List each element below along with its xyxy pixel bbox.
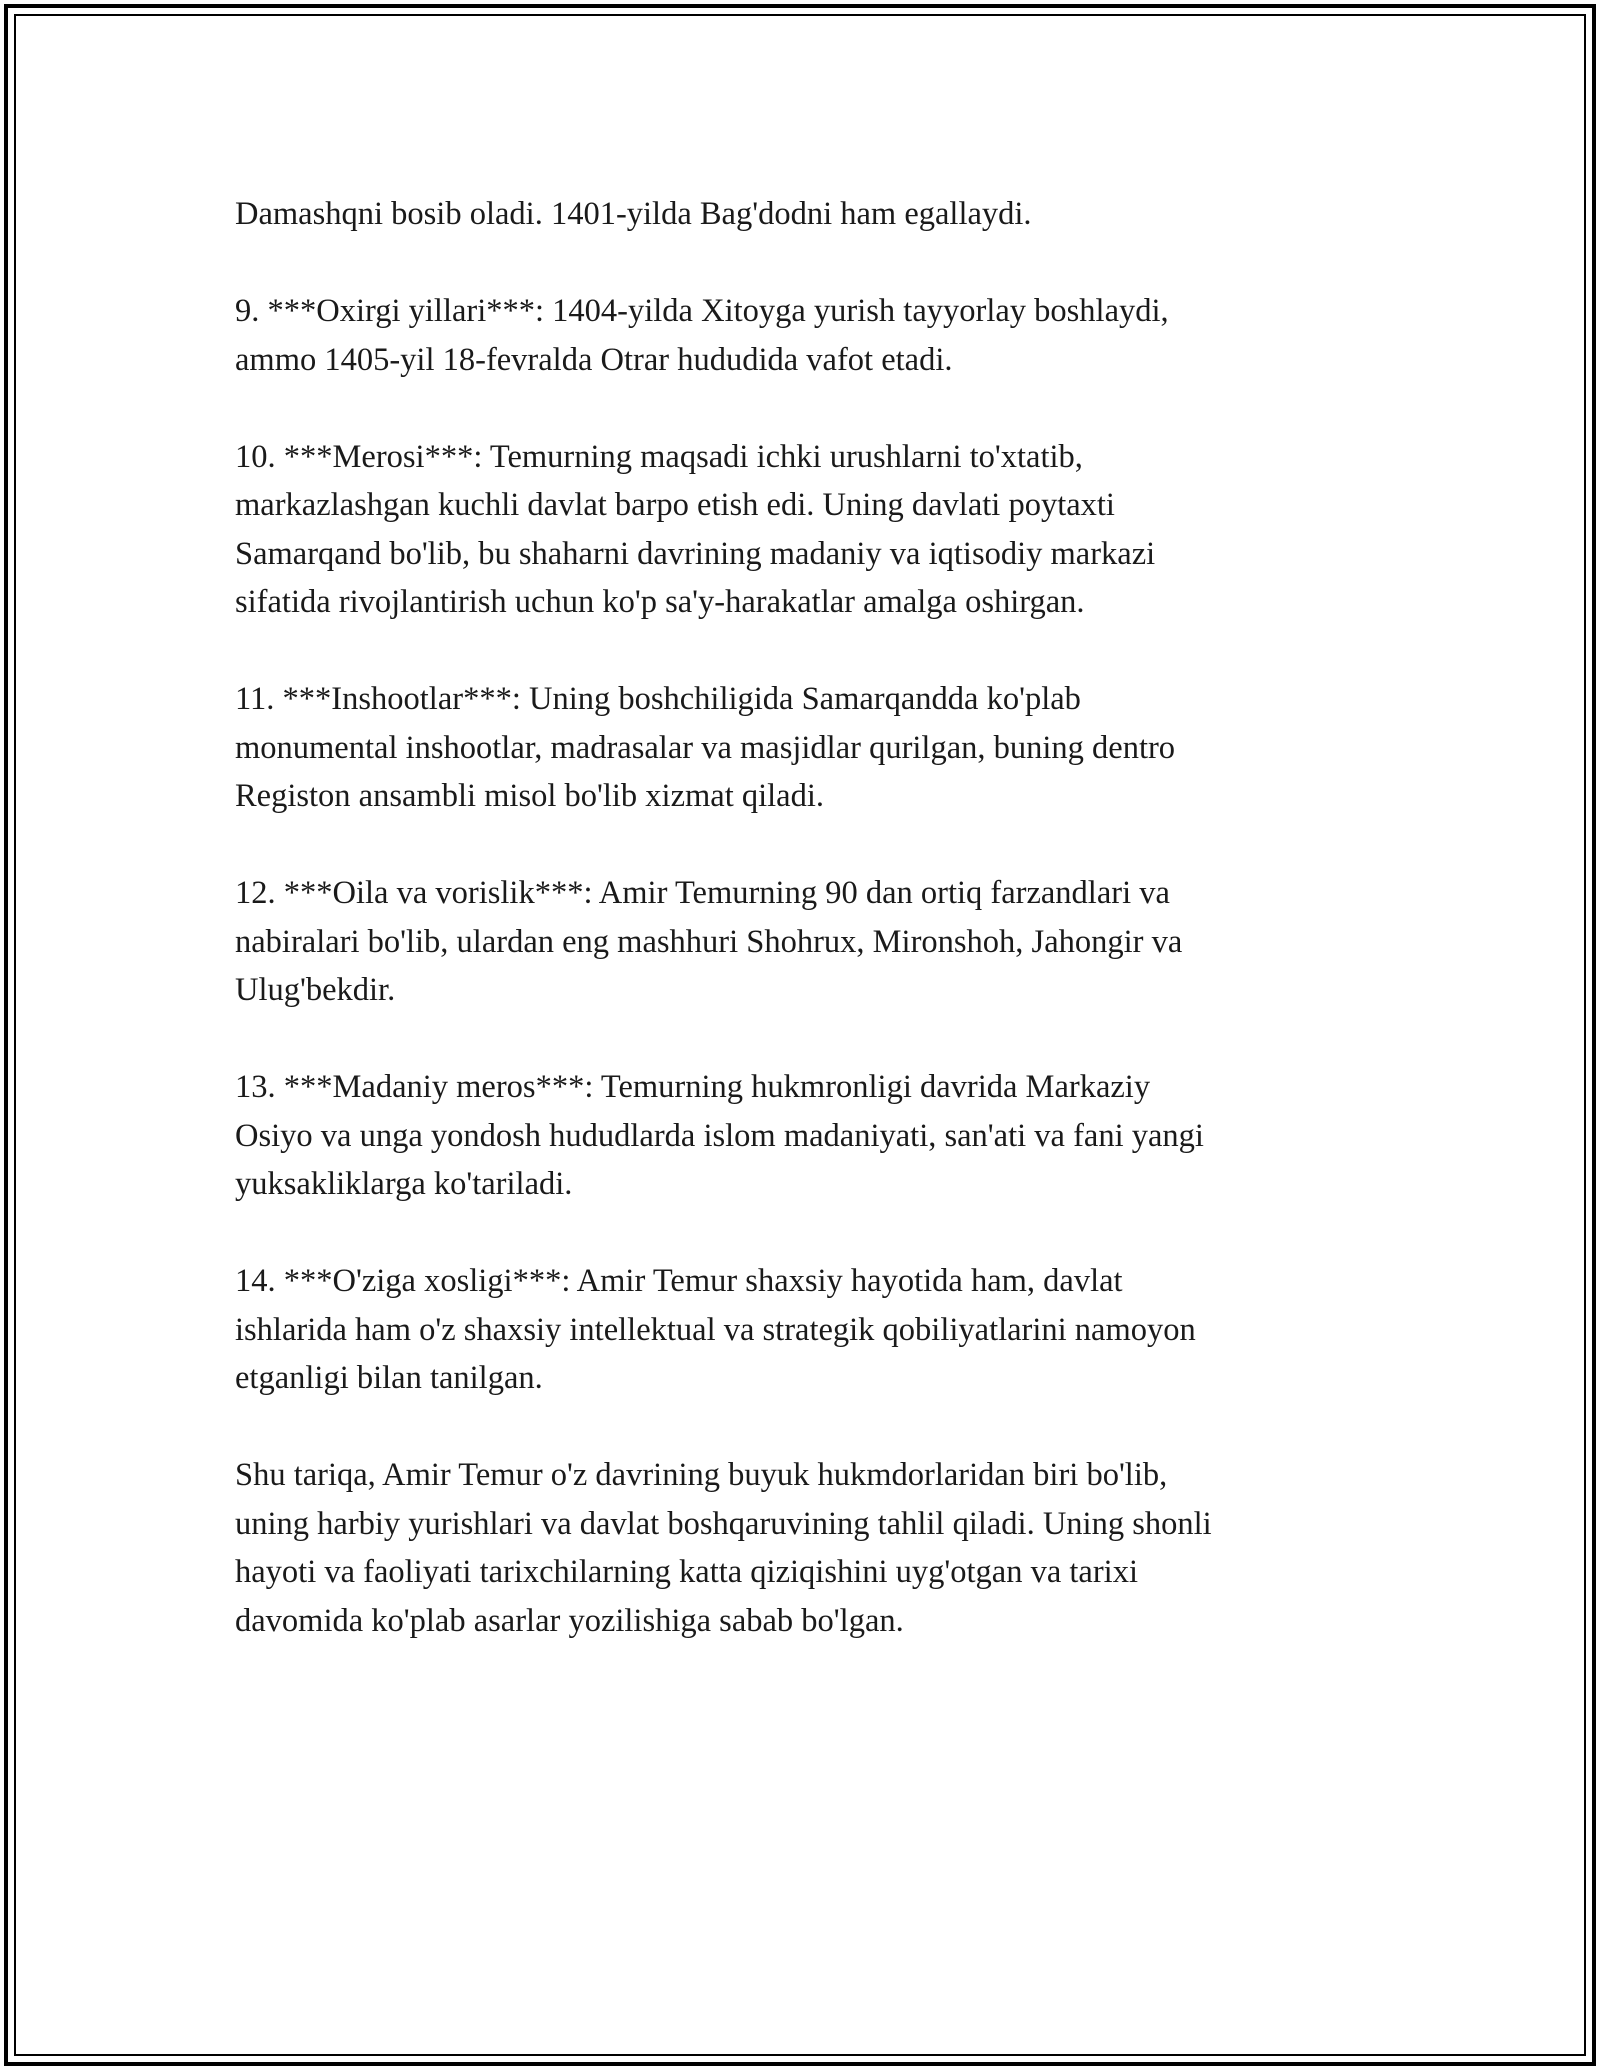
paragraph-item-9: 9. ***Oxirgi yillari***: 1404-yilda Xitoyga yurish tayyorlay boshlaydi, ammo 1405-yil 18-fevralda Otrar hududida vafot etadi.	[235, 293, 1169, 378]
paragraph-item-13: 13. ***Madaniy meros***: Temurning hukmronligi davrida Markaziy Osiyo va unga yondosh hududlarda islom madaniyati, san'ati va fani yangi yuksakliklarga ko'tariladi.	[235, 1069, 1204, 1202]
document-body	[235, 190, 1365, 1694]
paragraph-item-14: 14. ***O'ziga xosligi***: Amir Temur shaxsiy hayotida ham, davlat ishlarida ham o'z shaxsiy intellektual va strategik qobiliyatlarini namoyon etganligi bilan tanilgan.	[235, 1263, 1196, 1396]
paragraph-item-12: 12. ***Oila va vorislik***: Amir Temurning 90 dan ortiq farzandlari va nabiralari bo'lib, ulardan eng mashhuri Shohrux, Mironshoh, Jahongir va Ulug'bekdir.	[235, 875, 1183, 1008]
paragraph-continuation: Damashqni bosib oladi. 1401-yilda Bag'dodni ham egallaydi.	[235, 196, 1032, 232]
paragraph-item-10: 10. ***Merosi***: Temurning maqsadi ichki urushlarni to'xtatib, markazlashgan kuchli davlat barpo etish edi. Uning davlati poytaxti Samarqand bo'lib, bu shaharni davrining madaniy va iqtisodiy markazi sifatida rivojlantirish uchun ko'p sa'y-harakatlar amalga oshirgan.	[235, 438, 1156, 620]
paragraph-item-11: 11. ***Inshootlar***: Uning boshchiligida Samarqandda ko'plab monumental inshootlar, madrasalar va masjidlar qurilgan, buning dentro Registon ansambli misol bo'lib xizmat qiladi.	[235, 681, 1176, 814]
paragraph-conclusion: Shu tariqa, Amir Temur o'z davrining buyuk hukmdorlaridan biri bo'lib, uning harbiy yurishlari va davlat boshqaruvining tahlil qiladi. Uning shonli hayoti va faoliyati tarixchilarning katta qiziqishini uyg'otgan va tarixi davomida ko'plab asarlar yozilishiga sabab bo'lgan.	[235, 1457, 1212, 1639]
